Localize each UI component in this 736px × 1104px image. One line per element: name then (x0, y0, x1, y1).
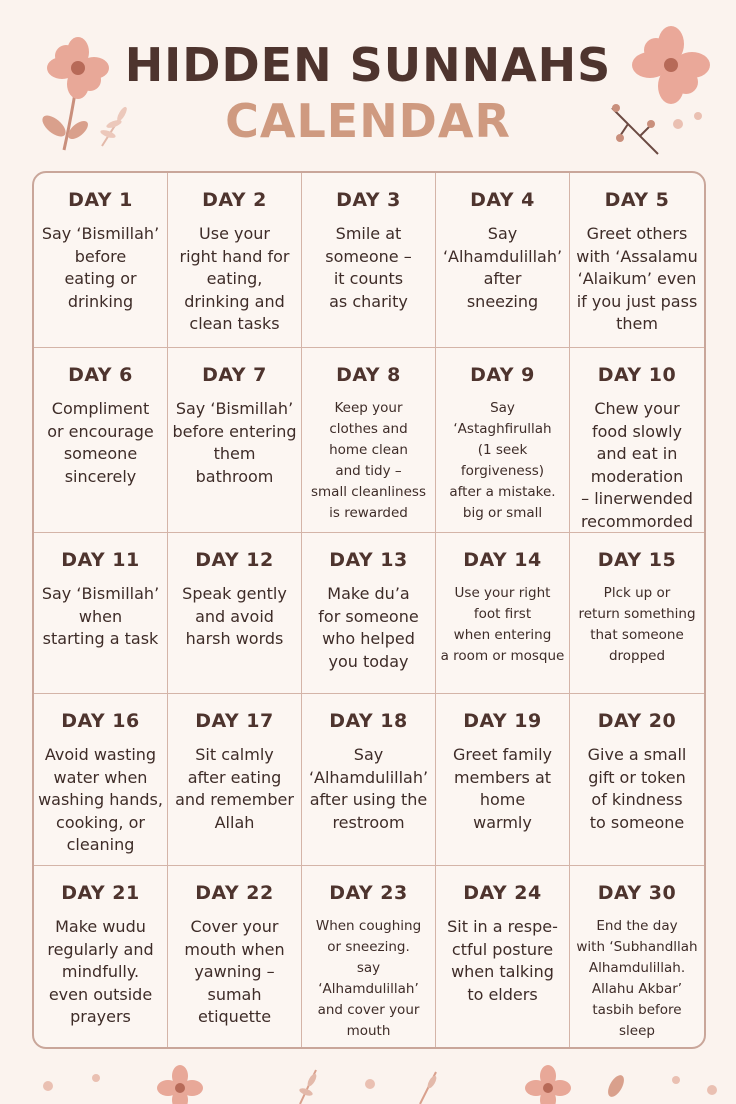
day-cell (34, 866, 168, 1047)
day-label: DAY 19 (463, 710, 542, 732)
day-cell (168, 533, 302, 694)
day-label: DAY 3 (336, 189, 401, 211)
day-cell (302, 348, 436, 533)
day-text: Give a small gift or token of kindness to someone (587, 745, 687, 832)
day-label: DAY 15 (597, 549, 677, 571)
day-text: Compliment or encourage someone sincerely (47, 399, 154, 486)
day-text: Cover your mouth when yawning – sumah etiquette (184, 917, 285, 1026)
day-text: Smile at someone – it counts as charity (325, 224, 412, 311)
day-cell (436, 348, 570, 533)
day-cell (436, 866, 570, 1047)
day-label: DAY 13 (329, 549, 408, 571)
day-text: Make du’a for someone who helped you today (318, 584, 419, 671)
page-subtitle: CALENDAR (225, 94, 511, 148)
day-text: Use your right foot first when entering a room or mosque (440, 585, 565, 664)
day-text: Say ‘Alhamdulillah’ after sneezing (442, 224, 563, 311)
day-label: DAY 24 (463, 882, 542, 904)
day-label: DAY 10 (597, 364, 677, 386)
day-text: Use your right hand for eating, drinking and clean tasks (179, 224, 290, 333)
day-cell (168, 694, 302, 866)
day-text: Say ‘Alhamdulillah’ after using the restroom (308, 745, 429, 832)
day-cell (570, 348, 704, 533)
day-label: DAY 9 (470, 364, 535, 386)
day-label: DAY 23 (329, 882, 408, 904)
day-cell (302, 173, 436, 348)
day-label: DAY 5 (604, 189, 670, 211)
day-cell (570, 694, 704, 866)
day-cell (436, 533, 570, 694)
day-cell (168, 348, 302, 533)
day-text: Greet others with ‘Assalamu ‘Alaikum’ even if you just pass them (576, 224, 698, 333)
day-label: DAY 17 (195, 710, 274, 732)
day-cell (34, 348, 168, 533)
day-label: DAY 20 (597, 710, 677, 732)
day-cell (436, 694, 570, 866)
day-cell (570, 533, 704, 694)
day-text: Chew your food slowly and eat in moderation – linerwended recommorded (580, 399, 694, 531)
day-label: DAY 16 (61, 710, 140, 732)
day-text: Say ‘Bismillah’ before entering them bathroom (172, 399, 297, 486)
bottom-floral-border-icon (0, 1060, 736, 1104)
day-cell (302, 694, 436, 866)
day-cell (570, 173, 704, 348)
day-label: DAY 22 (195, 882, 274, 904)
day-text: Keep your clothes and home clean and tidy – small cleanliness is rewarded (311, 400, 426, 521)
day-label: DAY 7 (202, 364, 267, 386)
day-text: Greet family members at home warmly (452, 745, 553, 832)
day-label: DAY 6 (68, 364, 133, 386)
day-cell (34, 694, 168, 866)
day-cell (302, 866, 436, 1047)
day-text: End the day with ‘Subhandllah Alhamdulillah. Allahu Akbar’ tasbih before sleep (576, 918, 698, 1039)
day-text: Say ‘Bismillah’ when starting a task (41, 584, 160, 648)
day-cell (436, 173, 570, 348)
day-label: DAY 8 (336, 364, 401, 386)
day-label: DAY 21 (61, 882, 140, 904)
day-cell (570, 866, 704, 1047)
day-text: Plck up or return something that someone dropped (578, 585, 696, 664)
day-label: DAY 4 (470, 189, 535, 211)
day-text: Avoid wasting water when washing hands, cooking, or cleaning (38, 745, 163, 854)
day-cell (34, 173, 168, 348)
day-label: DAY 12 (195, 549, 274, 571)
day-label: DAY 2 (202, 189, 267, 211)
day-cell (168, 866, 302, 1047)
calendar-grid (32, 171, 706, 1049)
page-title: HIDDEN SUNNAHS (124, 38, 612, 92)
day-label: DAY 14 (463, 549, 542, 571)
day-text: Sit calmly after eating and remember Allah (175, 745, 294, 832)
day-text: Speak gently and avoid harsh words (182, 584, 287, 648)
day-label: DAY 11 (61, 549, 140, 571)
day-text: Say ‘Bismillah’ before eating or drinking (41, 224, 160, 311)
day-text: When coughing or sneezing. say ‘Alhamdulillah’ and cover your mouth (315, 918, 422, 1039)
day-text: Sit in a respe- ctful posture when talking to elders (447, 917, 558, 1004)
day-label: DAY 30 (597, 882, 677, 904)
day-cell (302, 533, 436, 694)
day-text: Say ‘Astaghfirullah (1 seek forgiveness) after a mistake. big or small (449, 400, 556, 521)
day-cell (168, 173, 302, 348)
day-text: Make wudu regularly and mindfully. even outside prayers (47, 917, 154, 1026)
day-label: DAY 18 (329, 710, 408, 732)
day-label: DAY 1 (68, 189, 133, 211)
day-cell (34, 533, 168, 694)
